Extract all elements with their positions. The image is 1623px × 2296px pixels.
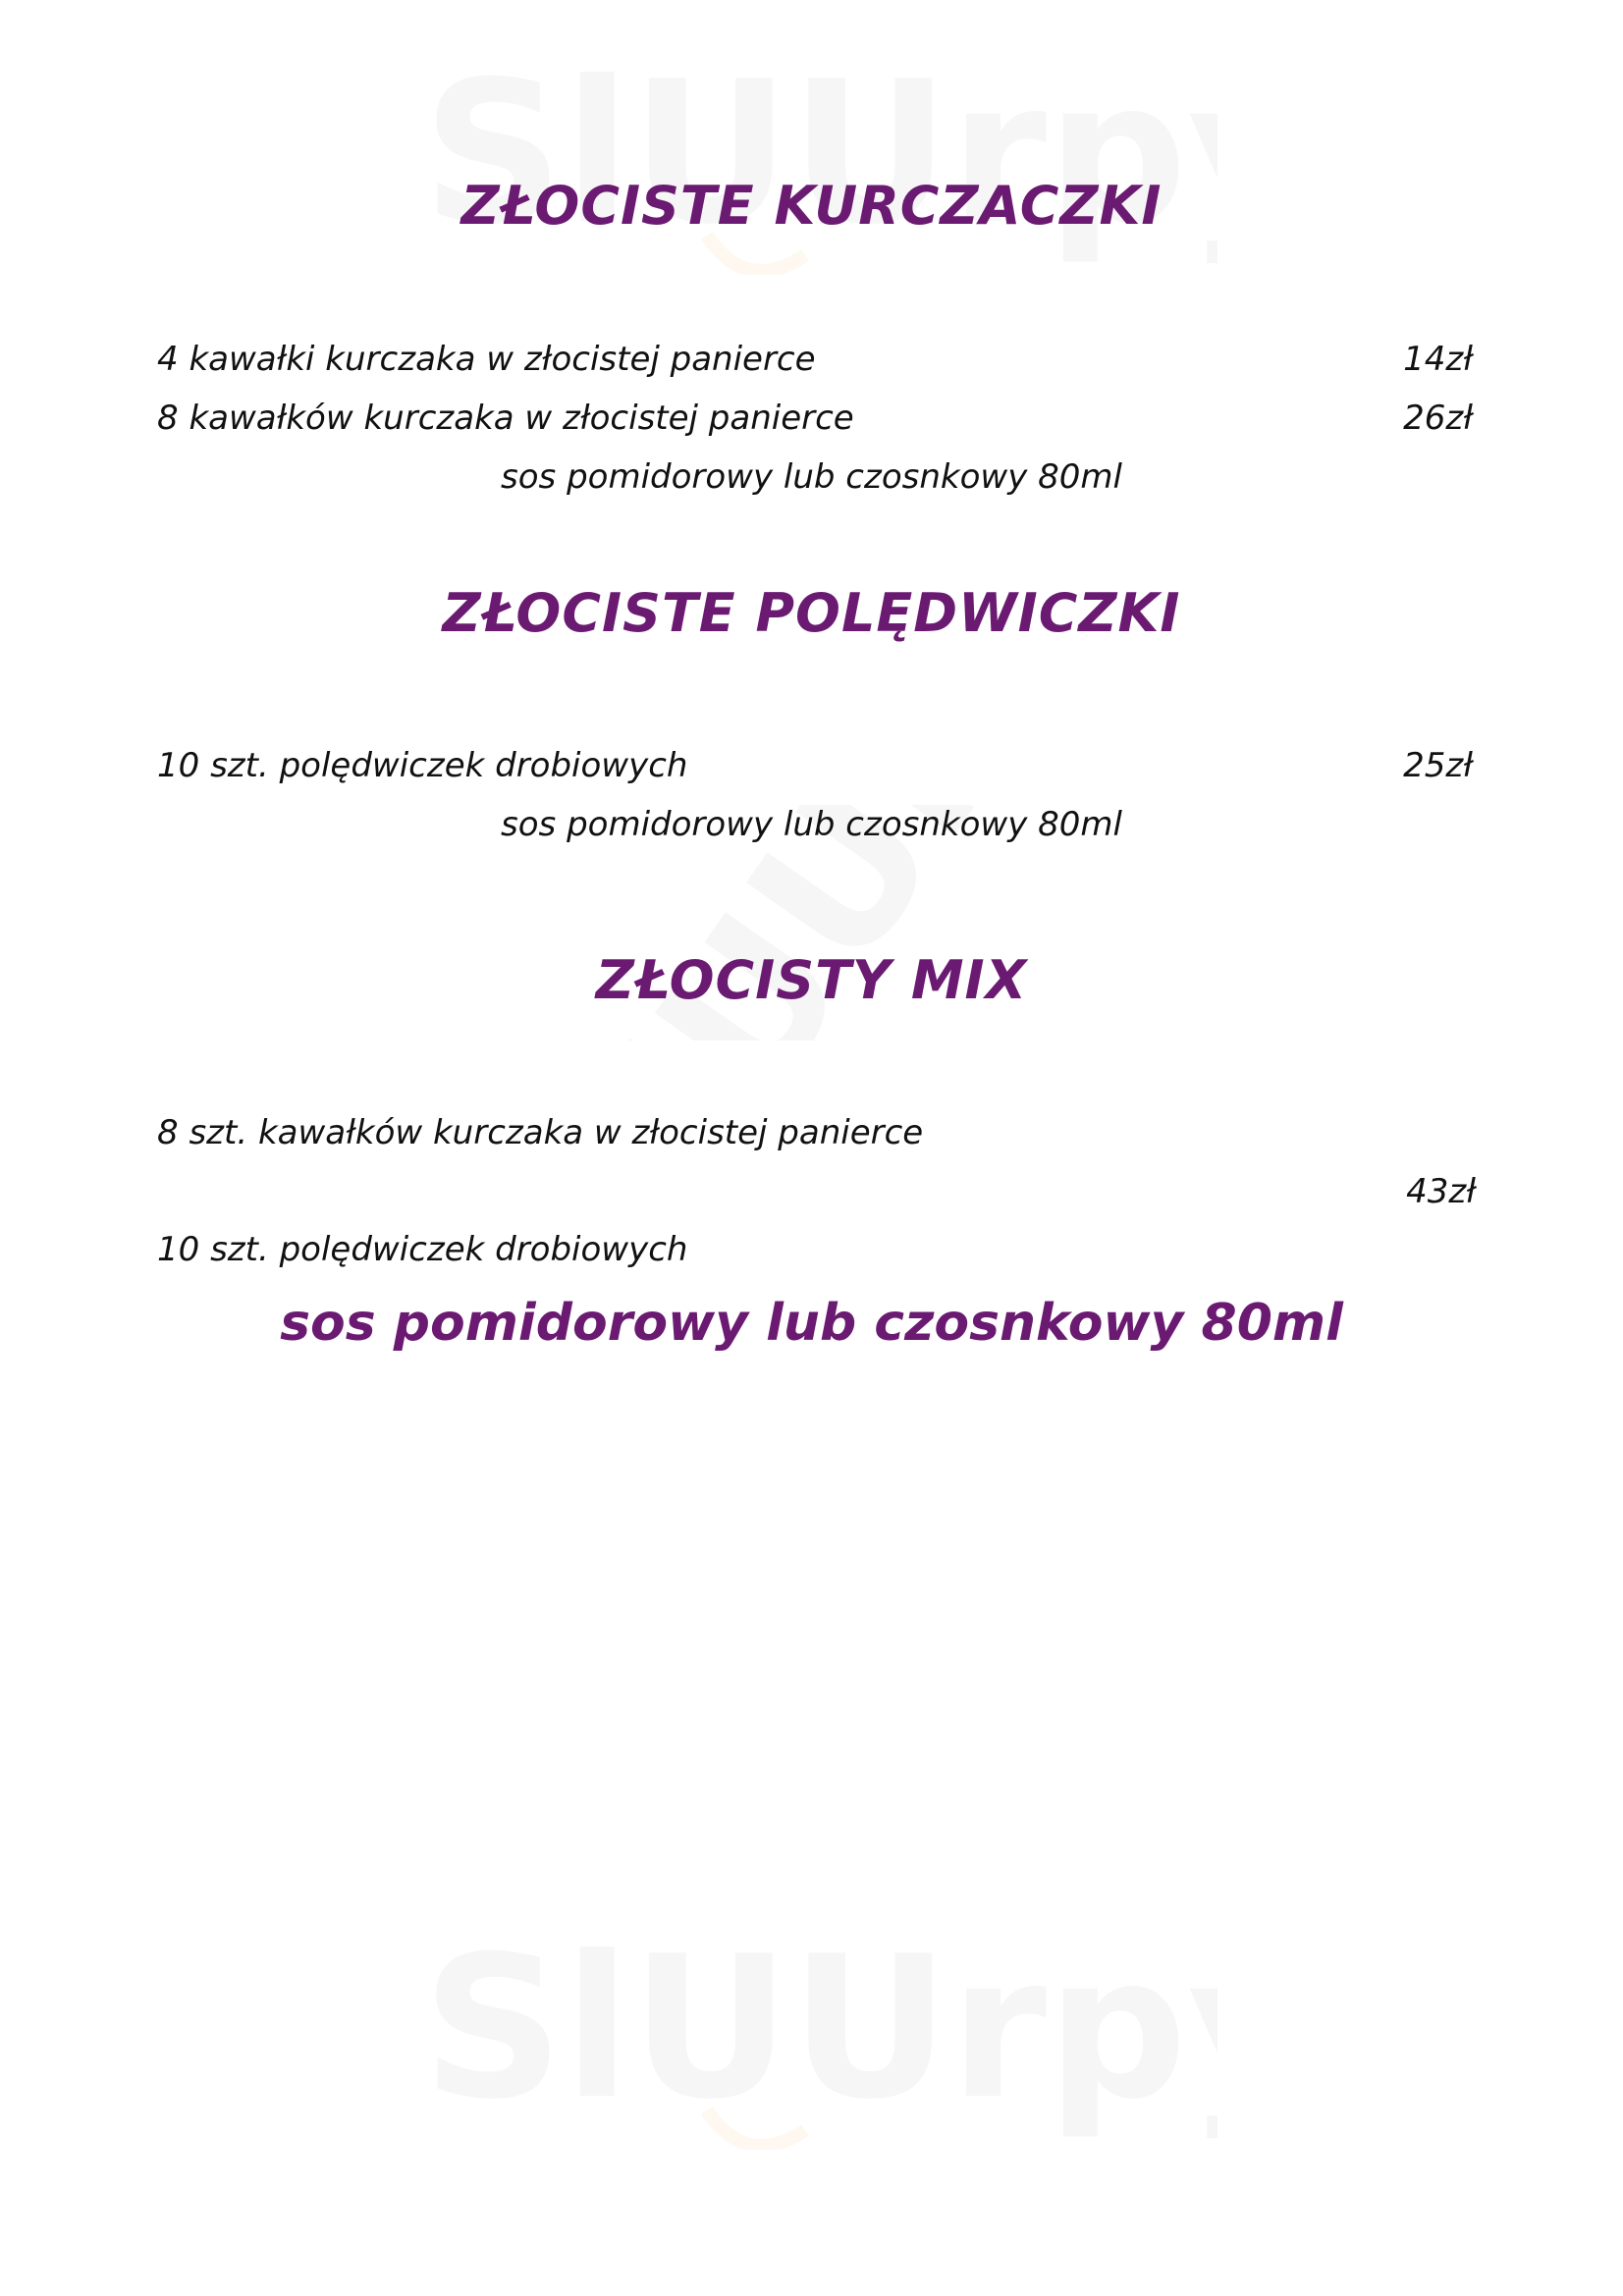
- menu-item: [157, 336, 1473, 383]
- item-price: 25zł: [1403, 746, 1473, 785]
- sauce-note: sos pomidorowy lub czosnkowy 80ml: [501, 805, 1122, 844]
- watermark-logo-icon: [412, 39, 1217, 275]
- menu-item: [157, 1226, 1473, 1273]
- sauce-note: sos pomidorowy lub czosnkowy 80ml: [501, 457, 1122, 497]
- item-price: 43zł: [1406, 1172, 1476, 1211]
- item-name: 8 kawałków kurczaka w złocistej panierce: [157, 399, 854, 438]
- item-name: 10 szt. polędwiczek drobiowych: [157, 1230, 688, 1269]
- svg-text:SlUUrpy: SlUUrp: [422, 39, 1188, 268]
- menu-item: [157, 1109, 1473, 1156]
- item-price: 26zł: [1403, 399, 1473, 438]
- svg-text:SlUUrpy: SlUUrp: [422, 1914, 1188, 2143]
- section-title-mix: ZŁOCISTY MIX: [595, 949, 1028, 1011]
- item-name: 8 szt. kawałków kurczaka w złocistej panierce: [157, 1113, 924, 1152]
- watermark-logo-bottom: [412, 1914, 1217, 2150]
- watermark-logo-icon: [412, 1914, 1217, 2150]
- sauce-note-large: sos pomidorowy lub czosnkowy 80ml: [280, 1294, 1343, 1353]
- menu-item: [157, 395, 1473, 442]
- section-title-poledwiczki: ZŁOCISTE POLĘDWICZKI: [442, 582, 1181, 644]
- item-name: 4 kawałki kurczaka w złocistej panierce: [157, 340, 816, 379]
- section-title-kurczaczki: ZŁOCISTE KURCZACZKI: [460, 175, 1163, 237]
- watermark-logo-top: [412, 39, 1217, 275]
- item-price: 14zł: [1403, 340, 1473, 379]
- menu-item: [157, 742, 1473, 789]
- item-name: 10 szt. polędwiczek drobiowych: [157, 746, 688, 785]
